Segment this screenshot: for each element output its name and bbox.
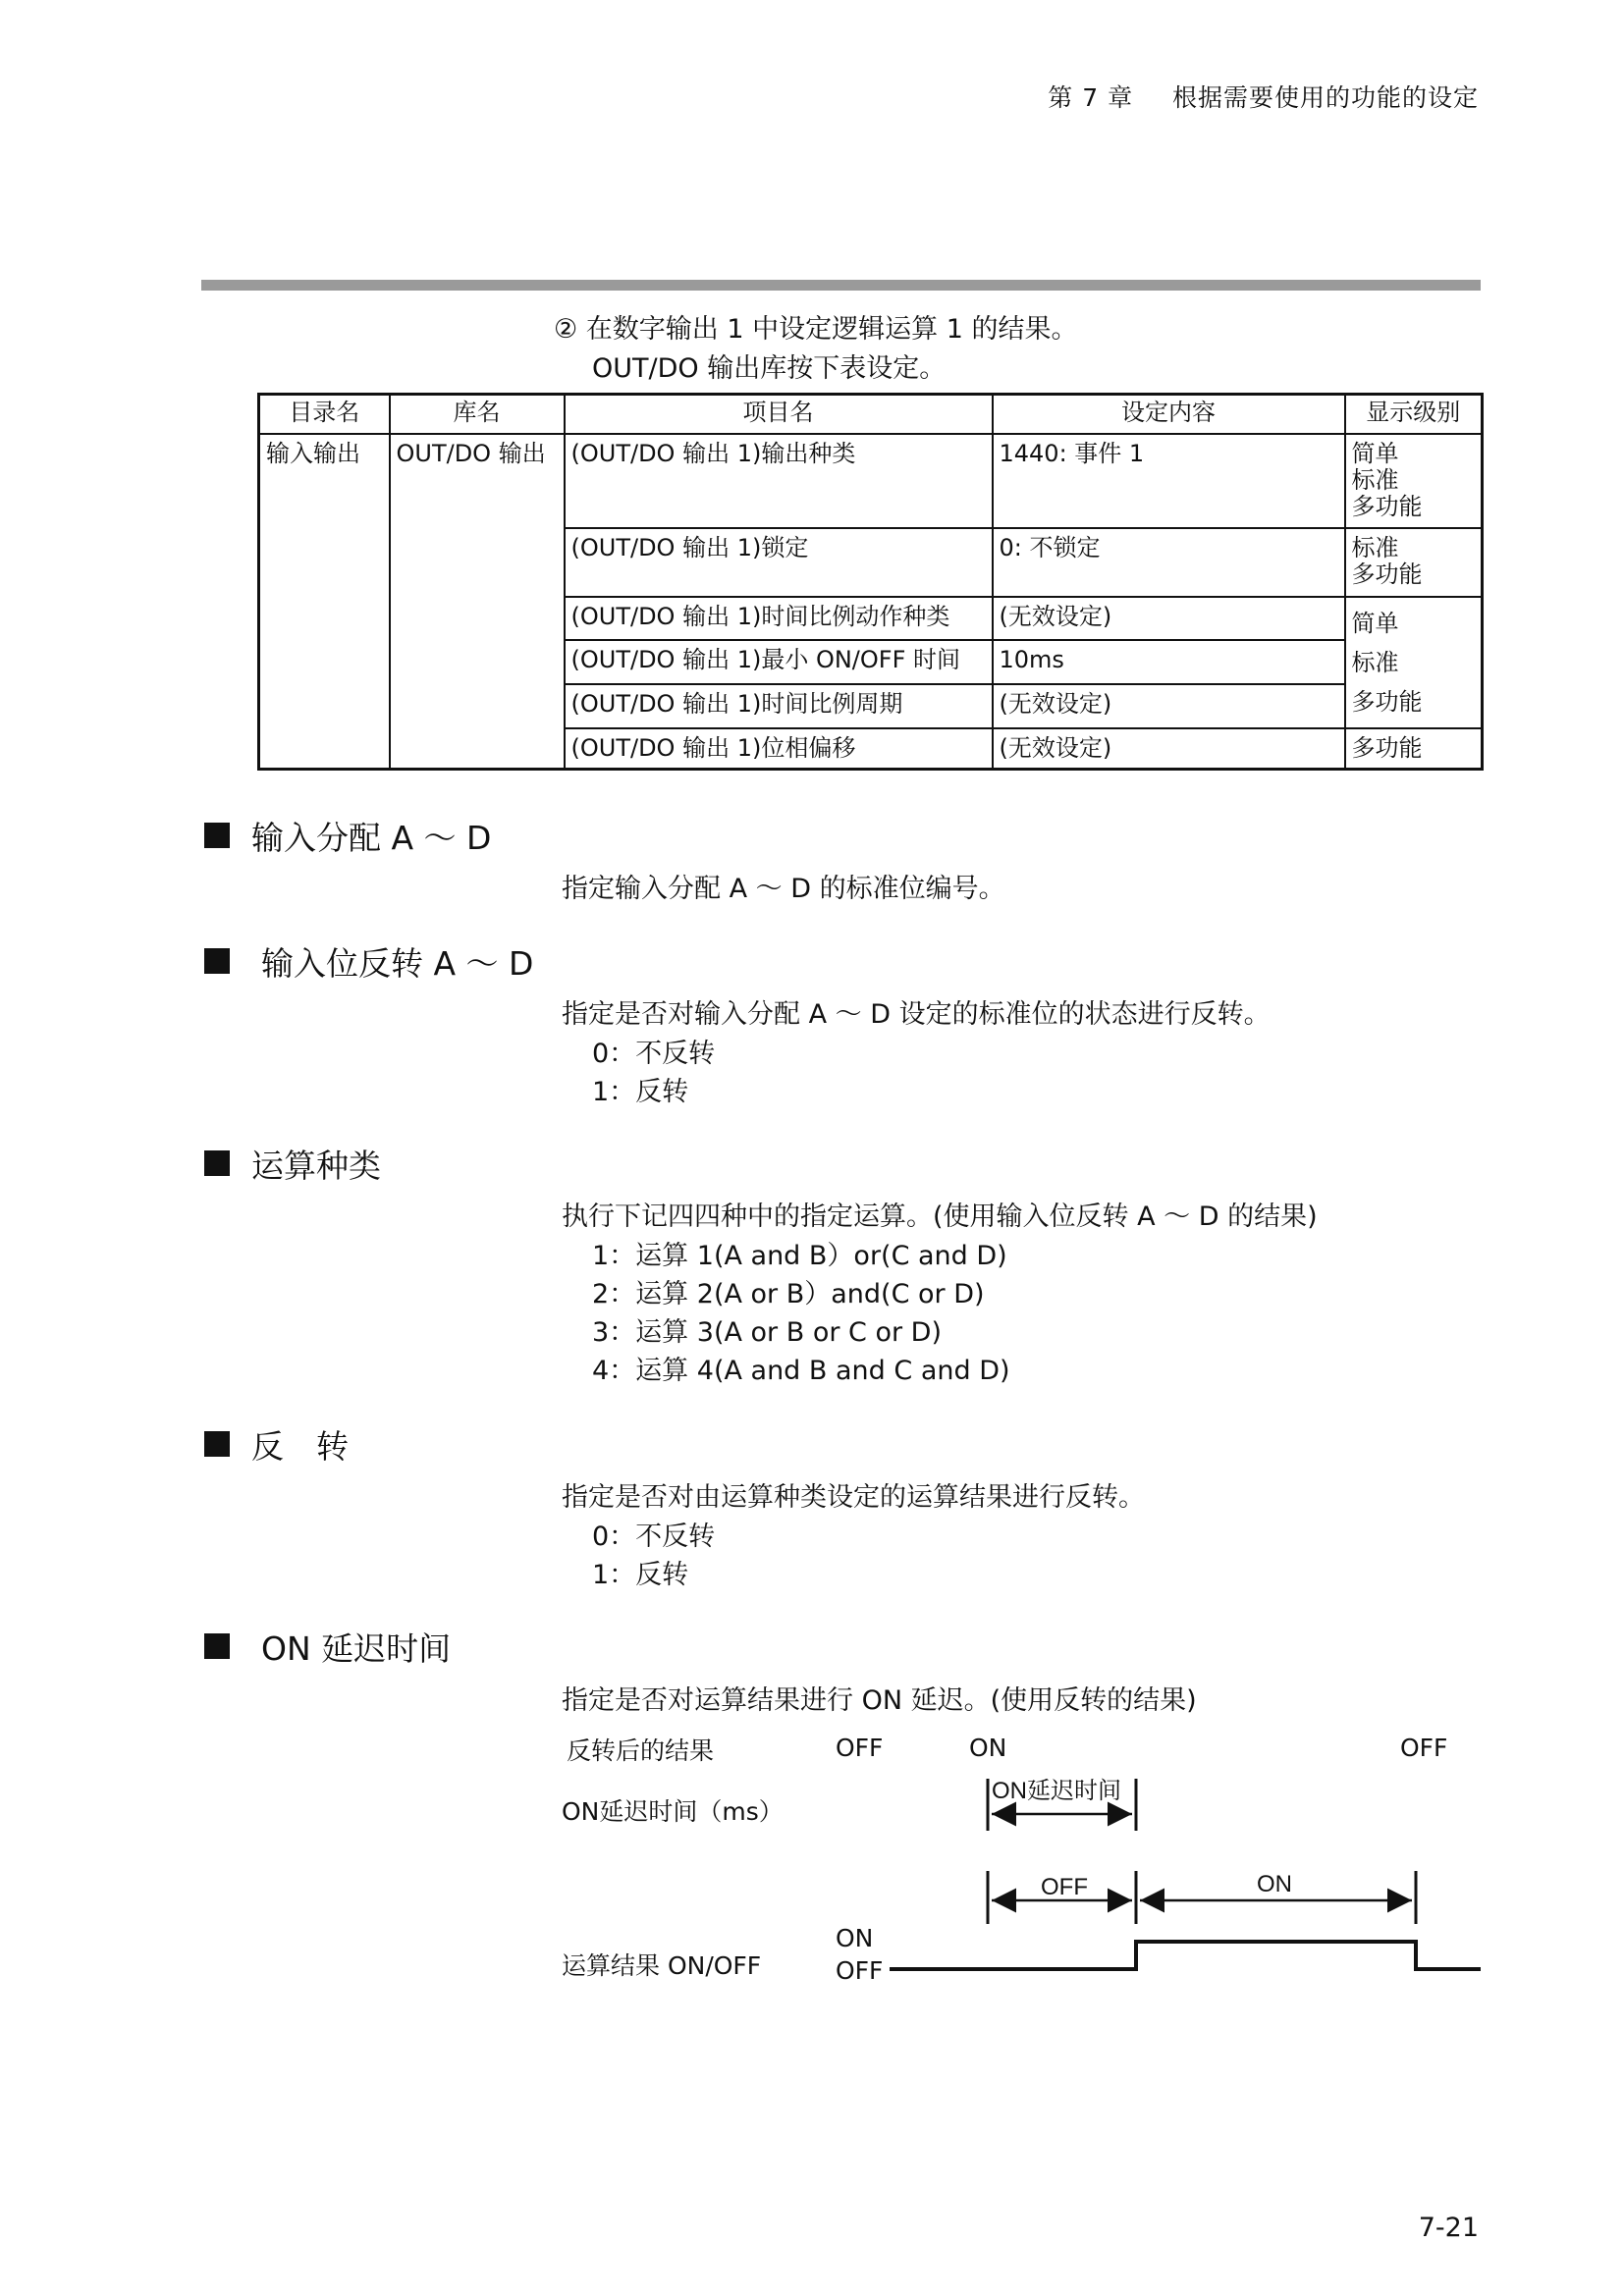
cell-value: (无效设定) bbox=[993, 597, 1345, 641]
timing-label-on-delay-ms: ON延迟时间（ms） bbox=[562, 1797, 784, 1826]
level-text: 标准 bbox=[1351, 533, 1399, 561]
col-header-bank: 库名 bbox=[390, 395, 565, 434]
cell-item: (OUT/DO 输出 1)输出种类 bbox=[565, 434, 993, 528]
cell-level: 多功能 bbox=[1345, 728, 1483, 770]
option-item: 1：反转 bbox=[592, 1077, 689, 1107]
intro-line-2: OUT/DO 输出库按下表设定。 bbox=[592, 353, 947, 384]
option-item: 2：运算 2(A or B）and(C or D) bbox=[592, 1279, 985, 1309]
option-item: 1：反转 bbox=[592, 1560, 689, 1590]
section-title-input-invert: 输入位反转 A ～ D bbox=[261, 944, 534, 983]
cell-item: (OUT/DO 输出 1)时间比例动作种类 bbox=[565, 597, 993, 641]
level-text: 简单 bbox=[1351, 439, 1399, 467]
col-header-category: 目录名 bbox=[259, 395, 390, 434]
page-number: 7-21 bbox=[1418, 2213, 1479, 2243]
timing-label-inverted-result: 反转后的结果 bbox=[567, 1736, 715, 1765]
cell-value: (无效设定) bbox=[993, 728, 1345, 770]
section-desc-invert: 指定是否对由运算种类设定的运算结果进行反转。 bbox=[562, 1482, 1145, 1513]
timing-state-off: OFF bbox=[836, 1734, 884, 1762]
cell-item: (OUT/DO 输出 1)时间比例周期 bbox=[565, 684, 993, 728]
col-header-level: 显示级别 bbox=[1345, 395, 1483, 434]
delay-label: ON延迟时间 bbox=[992, 1778, 1121, 1804]
level-text: 标准 bbox=[1351, 648, 1399, 676]
option-item: 0：不反转 bbox=[592, 1522, 716, 1552]
timing-state-on: ON bbox=[969, 1734, 1007, 1762]
cell-item: (OUT/DO 输出 1)位相偏移 bbox=[565, 728, 993, 770]
option-item: 4：运算 4(A and B and C and D) bbox=[592, 1356, 1010, 1386]
on-span-label: ON bbox=[1257, 1871, 1292, 1897]
level-text: 多功能 bbox=[1351, 687, 1423, 716]
level-text: 多功能 bbox=[1351, 492, 1423, 520]
chapter-title: 根据需要使用的功能的设定 bbox=[1171, 83, 1479, 112]
cell-bank: OUT/DO 输出 bbox=[390, 434, 565, 770]
cell-value: 1440: 事件 1 bbox=[993, 434, 1345, 528]
level-text: 标准 bbox=[1351, 465, 1399, 494]
timing-level-on: ON bbox=[836, 1924, 874, 1952]
option-item: 0：不反转 bbox=[592, 1039, 716, 1069]
cell-value: 10ms bbox=[993, 640, 1345, 684]
section-desc-operation-type: 执行下记四四种中的指定运算。(使用输入位反转 A ～ D 的结果) bbox=[562, 1201, 1318, 1232]
option-item: 3：运算 3(A or B or C or D) bbox=[592, 1317, 942, 1348]
option-item: 1：运算 1(A and B）or(C and D) bbox=[592, 1241, 1007, 1271]
output-waveform bbox=[890, 1942, 1481, 1969]
col-header-item: 项目名 bbox=[565, 395, 993, 434]
cell-item: (OUT/DO 输出 1)锁定 bbox=[565, 528, 993, 597]
cell-value: 0: 不锁定 bbox=[993, 528, 1345, 597]
section-title-input-assign: 输入分配 A ～ D bbox=[251, 819, 492, 857]
intro-line-1: ② 在数字输出 1 中设定逻辑运算 1 的结果。 bbox=[554, 314, 1078, 345]
section-title-operation-type: 运算种类 bbox=[251, 1147, 381, 1185]
cell-item: (OUT/DO 输出 1)最小 ON/OFF 时间 bbox=[565, 640, 993, 684]
off-span-label: OFF bbox=[1041, 1874, 1088, 1900]
section-desc-input-invert: 指定是否对输入分配 A ～ D 设定的标准位的状态进行反转。 bbox=[562, 999, 1271, 1030]
timing-label-result-onoff: 运算结果 ON/OFF bbox=[562, 1951, 762, 1980]
level-text: 多功能 bbox=[1351, 560, 1423, 588]
section-desc-input-assign: 指定输入分配 A ～ D 的标准位编号。 bbox=[562, 874, 1005, 904]
level-text: 简单 bbox=[1351, 609, 1399, 637]
timing-level-off: OFF bbox=[836, 1956, 884, 1985]
section-title-on-delay: ON 延迟时间 bbox=[261, 1629, 452, 1668]
chapter-label: 第 7 章 bbox=[1048, 83, 1134, 112]
cell-category: 输入输出 bbox=[259, 434, 390, 770]
col-header-value: 设定内容 bbox=[993, 395, 1345, 434]
section-title-invert: 反 转 bbox=[251, 1427, 349, 1466]
cell-value: (无效设定) bbox=[993, 684, 1345, 728]
timing-state-off: OFF bbox=[1400, 1734, 1448, 1762]
section-desc-on-delay: 指定是否对运算结果进行 ON 延迟。(使用反转的结果) bbox=[562, 1685, 1197, 1716]
